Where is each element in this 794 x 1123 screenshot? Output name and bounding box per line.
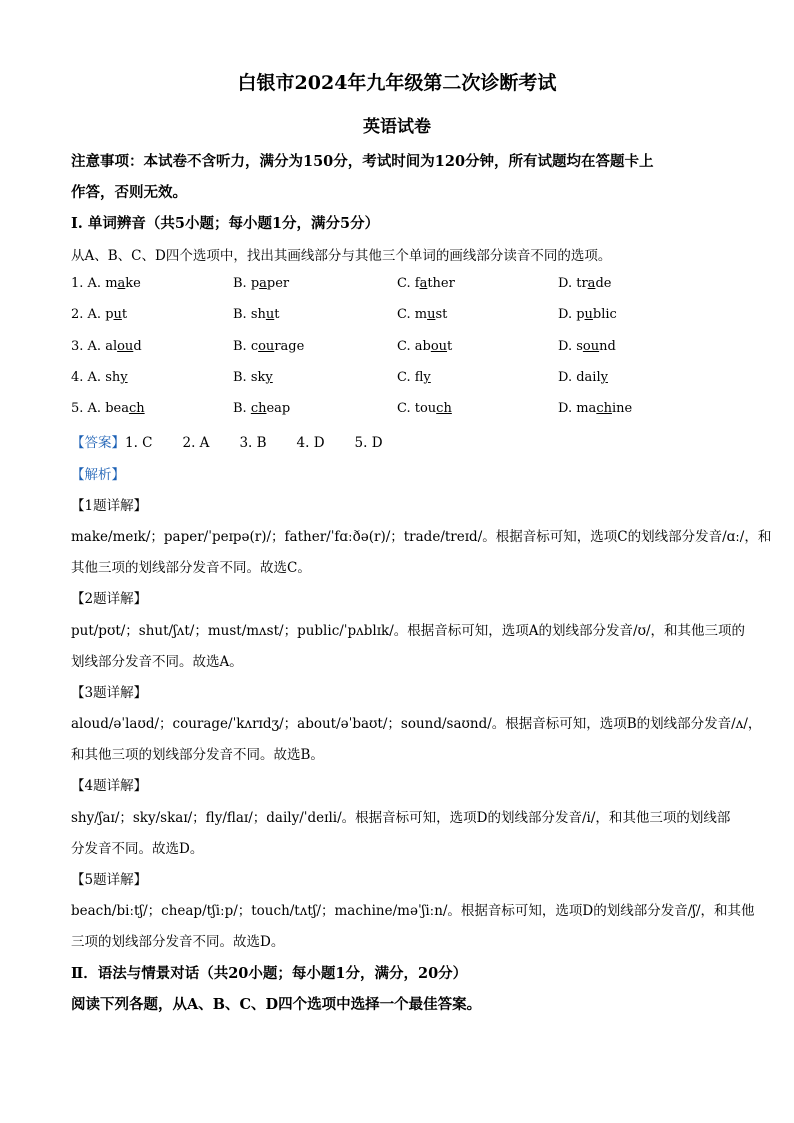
section1-instruction: 从A、B、C、D四个选项中，找出其画线部分与其他三个单词的画线部分读音不同的选项。	[71, 248, 612, 264]
option-text: per	[266, 276, 290, 291]
option-b	[233, 401, 290, 416]
option-a	[71, 339, 142, 354]
option-a	[71, 307, 127, 322]
option-text: t	[447, 339, 453, 354]
detail-line: shy/ʃaɪ/；sky/skaɪ/；fly/flaɪ/；daily/ˈdeɪli/。根据音标可知，选项D的划线部分发音/i/，和其他三项的划线部	[71, 810, 731, 826]
option-c	[397, 339, 452, 354]
option-text: D. ma	[558, 401, 597, 416]
detail-tag: 【5题详解】	[71, 872, 148, 888]
detail-line: 和其他三项的划线部分发音不同。故选B。	[71, 747, 324, 763]
detail-line: aloud/əˈlaʊd/；courage/ˈkʌrɪdʒ/；about/əˈbaʊt/；sound/saʊnd/。根据音标可知，选项B的划线部分发音/ʌ/，	[71, 716, 762, 732]
option-text: 5. A. bea	[71, 401, 129, 416]
underlined-part: a	[419, 276, 428, 291]
option-text: t	[274, 307, 280, 322]
option-text: C. f	[397, 276, 420, 291]
option-d	[558, 307, 617, 322]
option-b	[233, 307, 279, 322]
option-d	[558, 370, 608, 385]
option-a	[71, 276, 141, 291]
option-text: B.	[233, 401, 251, 416]
underlined-part: ou	[258, 339, 275, 354]
option-b	[233, 276, 289, 291]
detail-line: 划线部分发音不同。故选A。	[71, 654, 243, 670]
option-c	[397, 276, 455, 291]
option-text: eap	[266, 401, 291, 416]
section2-instruction: 阅读下列各题，从A、B、C、D四个选项中选择一个最佳答案。	[71, 996, 482, 1013]
option-text: st	[435, 307, 448, 322]
underlined-part: ou	[430, 339, 448, 354]
underlined-part: ch	[596, 401, 612, 416]
option-text: 4. A. sh	[71, 370, 121, 385]
page-subtitle: 英语试卷	[363, 117, 431, 137]
option-text: C. fl	[397, 370, 424, 385]
option-text: rage	[274, 339, 305, 354]
option-a	[71, 401, 145, 416]
option-text: B. sh	[233, 307, 266, 322]
answer-item: 4. D	[296, 435, 325, 451]
option-d	[558, 276, 611, 291]
option-a	[71, 370, 128, 385]
underlined-part: u	[427, 307, 436, 322]
option-text: C. m	[397, 307, 428, 322]
detail-line: 分发音不同。故选D。	[71, 841, 204, 857]
detail-line: 其他三项的划线部分发音不同。故选C。	[71, 560, 311, 576]
answer-item: 5. D	[354, 435, 383, 451]
option-text: C. tou	[397, 401, 437, 416]
option-b	[233, 339, 304, 354]
option-text: 2. A. p	[71, 307, 114, 322]
detail-line: make/meɪk/；paper/ˈpeɪpə(r)/；father/ˈfɑːðə(r)/；trade/treɪd/。根据音标可知，选项C的划线部分发音/ɑː/，和	[71, 529, 772, 545]
underlined-part: ch	[436, 401, 452, 416]
section2-heading: Ⅱ．语法与情景对话（共20小题；每小题1分，满分，20分）	[71, 965, 468, 982]
option-text: ke	[125, 276, 141, 291]
answer-line	[71, 431, 383, 451]
option-text: B. c	[233, 339, 259, 354]
underlined-part: u	[584, 307, 593, 322]
underlined-part: u	[113, 307, 122, 322]
answer-item: 2. A	[182, 435, 210, 451]
option-text: D. s	[558, 339, 583, 354]
detail-line: 三项的划线部分发音不同。故选D。	[71, 934, 285, 950]
option-text: B. sk	[233, 370, 266, 385]
option-c	[397, 370, 431, 385]
option-text: t	[121, 307, 128, 322]
detail-line: beach/biːtʃ/；cheap/tʃiːp/；touch/tʌtʃ/；machine/məˈʃiːn/。根据音标可知，选项D的划线部分发音/ʃ/，和其他	[71, 903, 755, 919]
underlined-part: a	[117, 276, 126, 291]
underlined-part: ou	[582, 339, 600, 354]
notice-line-2: 作答，否则无效。	[71, 184, 187, 201]
notice-line-1: 注意事项：本试卷不含听力，满分为150分，考试时间为120分钟，所有试题均在答题卡上	[71, 153, 654, 170]
detail-tag: 【2题详解】	[71, 591, 148, 607]
section1-heading: I. 单词辨音（共5小题；每小题1分，满分5分）	[71, 215, 380, 232]
answer-tag: 【答案】	[71, 435, 125, 451]
underlined-part: y	[120, 370, 128, 385]
option-text: 3. A. al	[71, 339, 118, 354]
option-b	[233, 370, 273, 385]
underlined-part: y	[423, 370, 431, 385]
analysis-tag: 【解析】	[71, 467, 125, 483]
option-text: ine	[611, 401, 633, 416]
option-text: nd	[599, 339, 616, 354]
underlined-part: u	[265, 307, 275, 322]
underlined-part: ch	[250, 401, 267, 416]
option-text: B. p	[233, 276, 260, 291]
option-text: D. p	[558, 307, 585, 322]
detail-tag: 【4题详解】	[71, 778, 148, 794]
option-d	[558, 339, 616, 354]
underlined-part: y	[600, 370, 608, 385]
underlined-part: y	[265, 370, 273, 385]
underlined-part: ch	[128, 401, 145, 416]
option-text: d	[133, 339, 142, 354]
underlined-part: ou	[117, 339, 134, 354]
option-text: D. tr	[558, 276, 588, 291]
option-c	[397, 401, 452, 416]
option-text: de	[595, 276, 612, 291]
option-text: blic	[592, 307, 617, 322]
option-text: ther	[427, 276, 455, 291]
option-text: C. ab	[397, 339, 431, 354]
option-c	[397, 307, 447, 322]
answer-item: 1. C	[125, 435, 153, 451]
page-title: 白银市2024年九年级第二次诊断考试	[237, 72, 557, 94]
option-d	[558, 401, 632, 416]
detail-tag: 【3题详解】	[71, 685, 148, 701]
option-text: 1. A. m	[71, 276, 118, 291]
underlined-part: a	[259, 276, 267, 291]
detail-tag: 【1题详解】	[71, 498, 148, 514]
underlined-part: a	[587, 276, 596, 291]
detail-line: put/pʊt/；shut/ʃʌt/；must/mʌst/；public/ˈpʌblɪk/。根据音标可知，选项A的划线部分发音/ʊ/，和其他三项的	[71, 623, 746, 639]
option-text: D. dail	[558, 370, 601, 385]
answer-item: 3. B	[239, 435, 267, 451]
